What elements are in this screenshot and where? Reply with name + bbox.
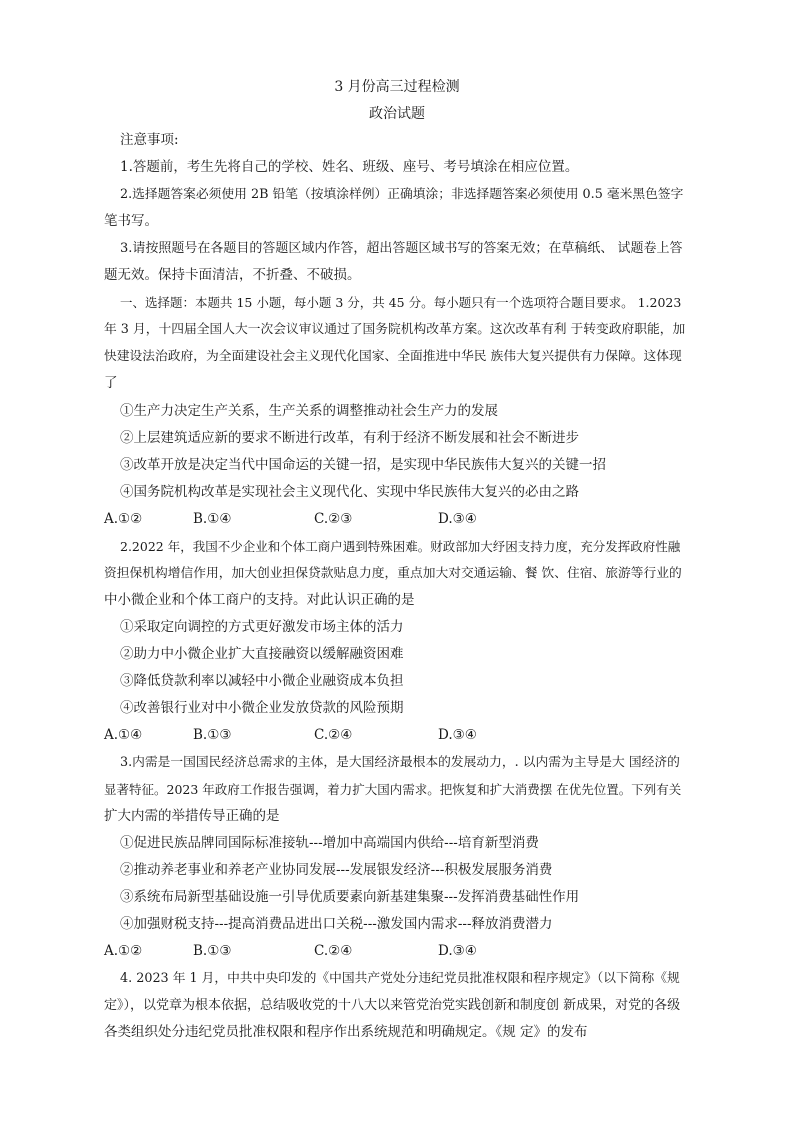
question-1-statement-4: ④国务院机构改革是实现社会主义现代化、实现中华民族伟大复兴的必由之路 (120, 484, 579, 500)
question-3-line-1: 3.内需是一国国民经济总需求的主体，是大国经济最根本的发展动力，. 以内需为主导是大 国经济的 (120, 755, 680, 770)
question-1-choice-d: D.③④ (438, 511, 477, 527)
note-2-line-1: 2.选择题答案必须使用 2B 铅笔（按填涂样例）正确填涂；非选择题答案必须使用 0.5 毫米黑色签字 (120, 187, 684, 202)
note-1: 1.答题前，考生先将自己的学校、姓名、班级、座号、考号填涂在相应位置。 (120, 159, 579, 175)
section-intro-line-1: 一、选择题：本题共 15 小题，每小题 3 分，共 45 分。每小题只有一个选项符合题目要求。 1.2023 (120, 295, 682, 310)
question-3-choice-c: C.②④ (314, 943, 353, 959)
question-2-statement-4: ④改善银行业对中小微企业发放贷款的风险预期 (120, 700, 404, 716)
question-2-choice-d: D.③④ (438, 727, 477, 743)
question-3-statement-4: ④加强财税支持---提高消费品进出口关税---激发国内需求---释放消费潜力 (120, 916, 553, 932)
question-1-choice-c: C.②③ (314, 511, 353, 527)
note-3-line-1: 3.请按照题号在各题目的答题区域内作答，超出答题区域书写的答案无效；在草稿纸、 试题卷上答 (120, 241, 683, 256)
note-3-line-2: 题无效。保持卡面清洁，不折叠、不破损。 (104, 267, 361, 283)
question-1-line-3: 快建设法治政府，为全面建设社会主义现代化国家、全面推进中华民 族伟大复兴提供有力保障。这体现 (104, 349, 682, 364)
question-3-choice-d: D.③④ (438, 943, 477, 959)
question-1-statement-2: ②上层建筑适应新的要求不断进行改革，有利于经济不断发展和社会不断进步 (120, 430, 579, 446)
question-3-choice-a: A.①② (104, 943, 143, 959)
question-1-line-4: 了 (104, 375, 118, 391)
question-1-statement-1: ①生产力决定生产关系，生产关系的调整推动社会生产力的发展 (120, 403, 498, 419)
question-2-choice-c: C.②④ (314, 727, 353, 743)
notes-heading: 注意事项: (120, 132, 179, 148)
question-2-choice-b: B.①③ (193, 727, 232, 743)
exam-subject: 政治试题 (369, 106, 425, 122)
question-3-statement-2: ②推动养老事业和养老产业协同发展---发展银发经济---积极发展服务消费 (120, 862, 553, 878)
question-4-line-2: 定》），以党章为根本依据，总结吸收党的十八大以来管党治党实践创新和制度创 新成果，对党的各级 (104, 998, 681, 1013)
question-2-line-3: 中小微企业和个体工商户的支持。对此认识正确的是 (104, 592, 415, 608)
question-1-statement-3: ③改革开放是决定当代中国命运的关键一招，是实现中华民族伟大复兴的关键一招 (120, 457, 606, 473)
question-1-choice-a: A.①② (104, 511, 143, 527)
question-1-choice-b: B.①④ (193, 511, 232, 527)
question-3-line-2: 显著特征。2023 年政府工作报告强调，着力扩大国内需求。把恢复和扩大消费摆 在优先位置。下列有关 (104, 782, 682, 797)
question-3-statement-1: ①促进民族品牌同国际标准接轨---增加中高端国内供给---培育新型消费 (120, 835, 539, 851)
question-2-statement-3: ③降低贷款利率以减轻中小微企业融资成本负担 (120, 673, 404, 689)
question-3-statement-3: ③系统布局新型基础设施一引导优质要素向新基建集聚---发挥消费基础性作用 (120, 889, 580, 905)
exam-title: 3 月份高三过程检测 (334, 79, 460, 95)
question-3-choice-b: B.①③ (193, 943, 232, 959)
question-4-line-3: 各类组织处分违纪党员批准权限和程序作出系统规范和明确规定。《规 定》的发布 (104, 1024, 588, 1040)
question-1-line-2: 年 3 月，十四届全国人大一次会议审议通过了国务院机构改革方案。这次改革有利 于转变政府职能，加 (104, 322, 686, 337)
note-2-line-2: 笔书写。 (104, 213, 158, 229)
question-2-choice-a: A.①④ (104, 727, 143, 743)
question-2-statement-1: ①采取定向调控的方式更好激发市场主体的活力 (120, 619, 404, 635)
question-4-line-1: 4. 2023 年 1 月，中共中央印发的《中国共产党处分违纪党员批准权限和程序规定》（以下简称《规 (120, 971, 680, 986)
question-2-statement-2: ②助力中小微企业扩大直接融资以缓解融资困难 (120, 646, 404, 662)
question-3-line-3: 扩大内需的举措传导正确的是 (104, 808, 280, 824)
question-2-line-1: 2.2022 年，我国不少企业和个体工商户遇到特殊困难。财政部加大纾困支持力度，充分发挥政府性融 (120, 539, 681, 554)
question-2-line-2: 资担保机构增信作用，加大创业担保贷款贴息力度，重点加大对交通运输、餐 饮、住宿、旅游等行业的 (104, 566, 682, 581)
